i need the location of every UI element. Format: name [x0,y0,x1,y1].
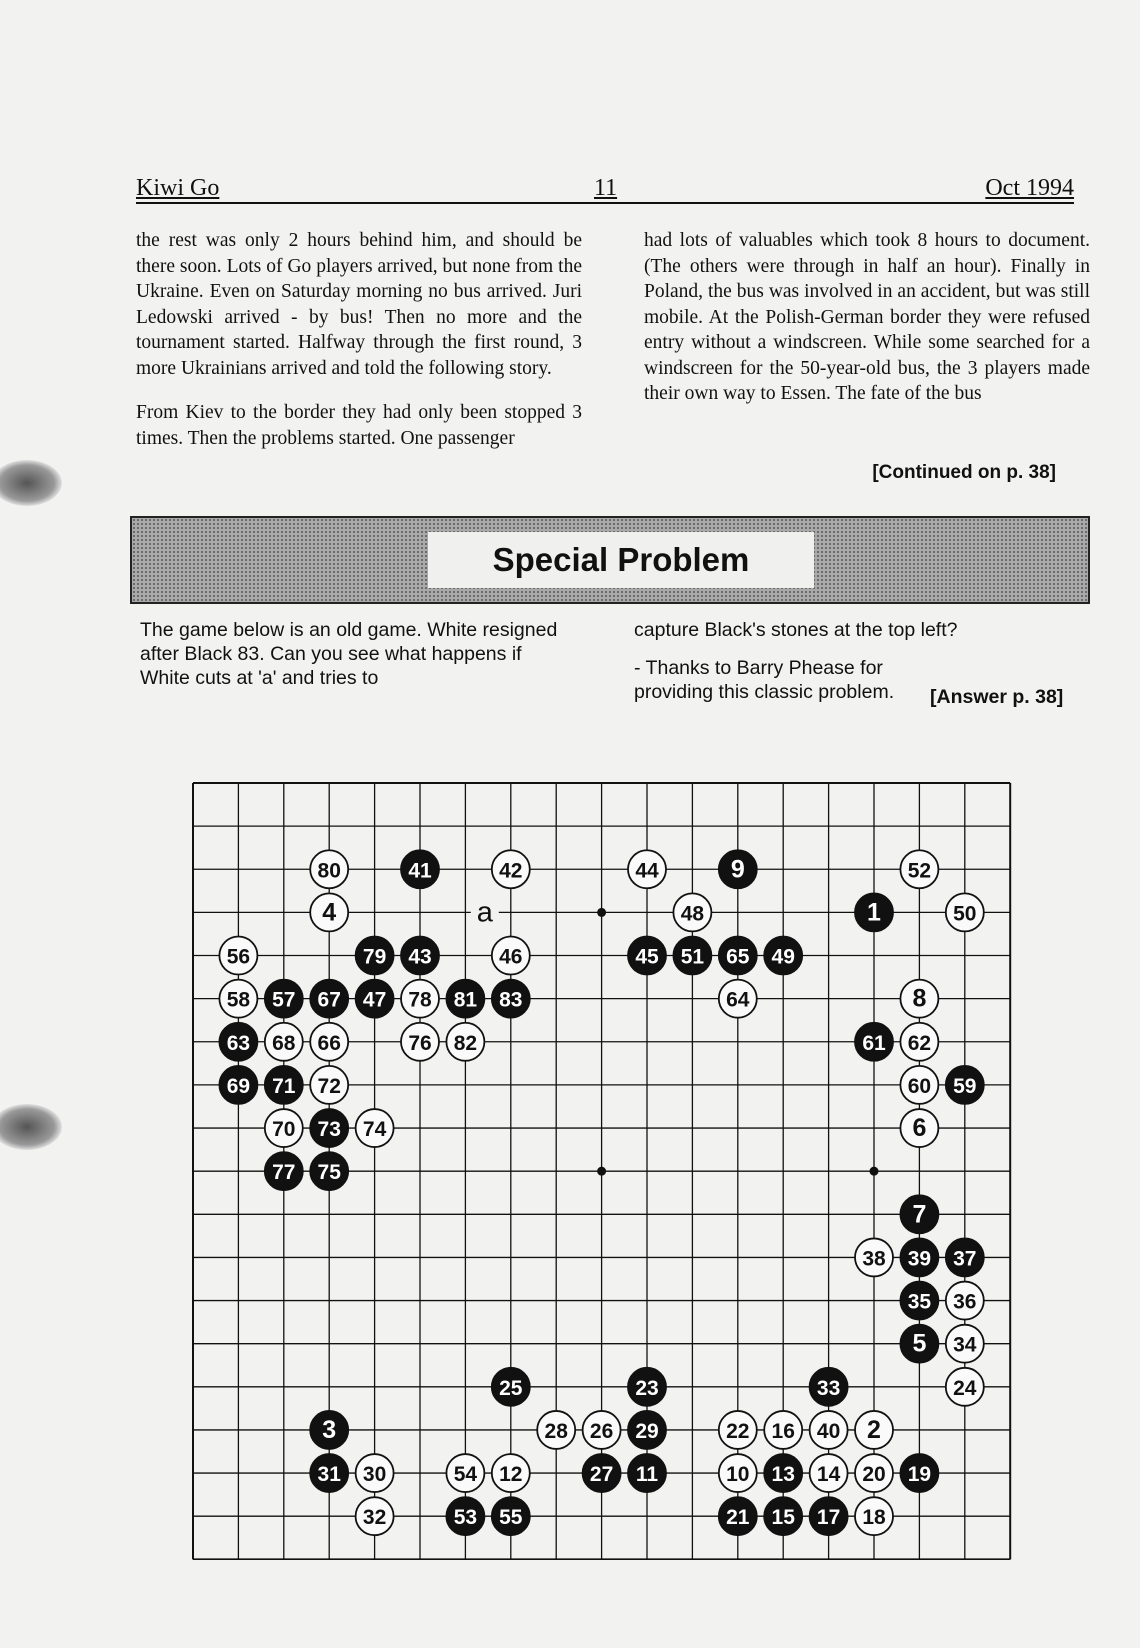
move-number: 57 [272,988,296,1012]
move-number: 47 [362,988,387,1012]
article-paragraph: had lots of valuables which took 8 hours to document. (The others were through in half an hour). Finally in Poland, the bus was involved in an accident, but was still mobile. At the Polish-German border they were refused entry without a windscreen. While some searched for a windscreen for the 50-year-old bus, the 3 players made their own way to Essen. The fate of the bus [644,230,1090,404]
move-number: 63 [226,1031,251,1055]
move-number: 64 [726,988,750,1012]
move-number: 49 [771,945,795,969]
article-paragraph: the rest was only 2 hours behind him, and should be there soon. Lots of Go players arrived, but none from the Ukraine. Even on Saturday morning no bus arrived. Juri Ledowski arrived - by bus! Then no more and the tournament started. Halfway through the first round, 3 more Ukrainians arrived and told the following story. [136,230,582,379]
move-number: 23 [635,1376,659,1400]
move-number: 41 [408,859,432,883]
move-number: 45 [635,945,659,969]
move-number: 69 [226,1074,251,1098]
header-publication: Kiwi Go [136,175,220,201]
move-number: 80 [317,859,341,883]
move-number: 34 [953,1333,977,1357]
move-number: 50 [953,902,977,926]
star-point [597,1167,606,1176]
move-number: 1 [867,898,881,927]
move-number: 13 [771,1463,795,1487]
move-number: 9 [730,855,745,884]
move-number: 75 [317,1161,341,1185]
punch-hole [0,1104,62,1150]
move-number: 83 [499,988,523,1012]
go-board [190,780,1016,1560]
move-number: 11 [635,1463,659,1487]
move-number: 54 [453,1463,478,1487]
move-number: 65 [726,945,750,969]
move-number: 26 [589,1419,614,1443]
move-number: 42 [499,859,523,883]
move-number: 56 [226,945,251,969]
article-left-column [136,228,582,470]
move-number: 74 [362,1118,387,1142]
move-number: 77 [272,1161,296,1185]
move-number: 67 [317,988,341,1012]
move-number: 21 [726,1506,750,1530]
section-title: Special Problem [428,532,814,588]
move-number: 29 [635,1419,659,1443]
move-number: 76 [408,1031,432,1055]
star-point [870,1167,879,1176]
move-number: 71 [272,1074,296,1098]
move-number: 82 [453,1031,478,1055]
answer-reference: [Answer p. 38] [930,686,1064,708]
article-paragraph: From Kiev to the border they had only been stopped 3 times. Then the problems started. One passenger [136,402,582,449]
problem-intro-left [140,618,560,700]
move-number: 25 [499,1376,523,1400]
move-number: 20 [862,1463,886,1487]
problem-text-continued: capture Black's stones at the top left? [634,619,958,641]
move-number: 62 [907,1031,932,1055]
move-number: 52 [907,859,932,883]
header-date: Oct 1994 [985,175,1074,201]
move-number: 27 [589,1463,614,1487]
move-number: 70 [272,1118,296,1142]
move-number: 3 [322,1415,337,1444]
move-number: 17 [816,1506,841,1530]
move-number: 59 [953,1074,977,1098]
move-number: 81 [453,988,478,1012]
problem-text: The game below is an old game. White resigned after Black 83. Can you see what happens if White cuts at 'a' and tries to [140,619,558,689]
move-number: 5 [912,1329,927,1358]
move-number: 37 [953,1247,977,1271]
move-number: 35 [907,1290,932,1314]
move-number: 78 [408,988,432,1012]
move-number: 36 [953,1290,977,1314]
move-number: 14 [816,1463,841,1487]
move-number: 61 [862,1031,886,1055]
move-number: 58 [226,988,251,1012]
move-number: 48 [680,902,705,926]
continued-note: [Continued on p. 38] [872,462,1056,483]
move-number: 51 [680,945,705,969]
section-banner [130,516,1090,604]
punch-hole [0,460,62,506]
move-number: 60 [907,1074,932,1098]
header-page-number: 11 [594,175,618,201]
move-number: 72 [317,1074,341,1098]
move-number: 55 [499,1506,523,1530]
article-right-column [644,228,1090,426]
move-number: 4 [322,898,337,927]
move-number: 33 [816,1376,841,1400]
move-number: 43 [408,945,432,969]
move-number: 12 [499,1463,523,1487]
move-number: 19 [907,1463,932,1487]
move-number: 10 [726,1463,750,1487]
problem-credit: - Thanks to Barry Phease for providing this classic problem. [634,657,895,703]
point-label-a: a [476,896,493,929]
move-number: 39 [907,1247,932,1271]
move-number: 8 [912,984,927,1013]
move-number: 30 [362,1463,387,1487]
move-number: 44 [635,859,659,883]
move-number: 28 [544,1419,568,1443]
move-number: 7 [912,1200,927,1229]
move-number: 16 [771,1419,795,1443]
page-header [136,176,1074,204]
move-number: 53 [453,1506,478,1530]
move-number: 15 [771,1506,795,1530]
move-number: 24 [953,1376,977,1400]
move-number: 40 [816,1419,841,1443]
move-number: 18 [862,1506,886,1530]
star-point [597,908,606,917]
move-number: 46 [499,945,523,969]
move-number: 22 [726,1419,750,1443]
move-number: 73 [317,1118,341,1142]
move-number: 79 [362,945,387,969]
move-number: 32 [362,1506,387,1530]
move-number: 31 [317,1463,341,1487]
move-number: 68 [272,1031,296,1055]
move-number: 6 [912,1114,927,1143]
move-number: 38 [862,1247,886,1271]
move-number: 2 [867,1415,881,1444]
move-number: 66 [317,1031,341,1055]
